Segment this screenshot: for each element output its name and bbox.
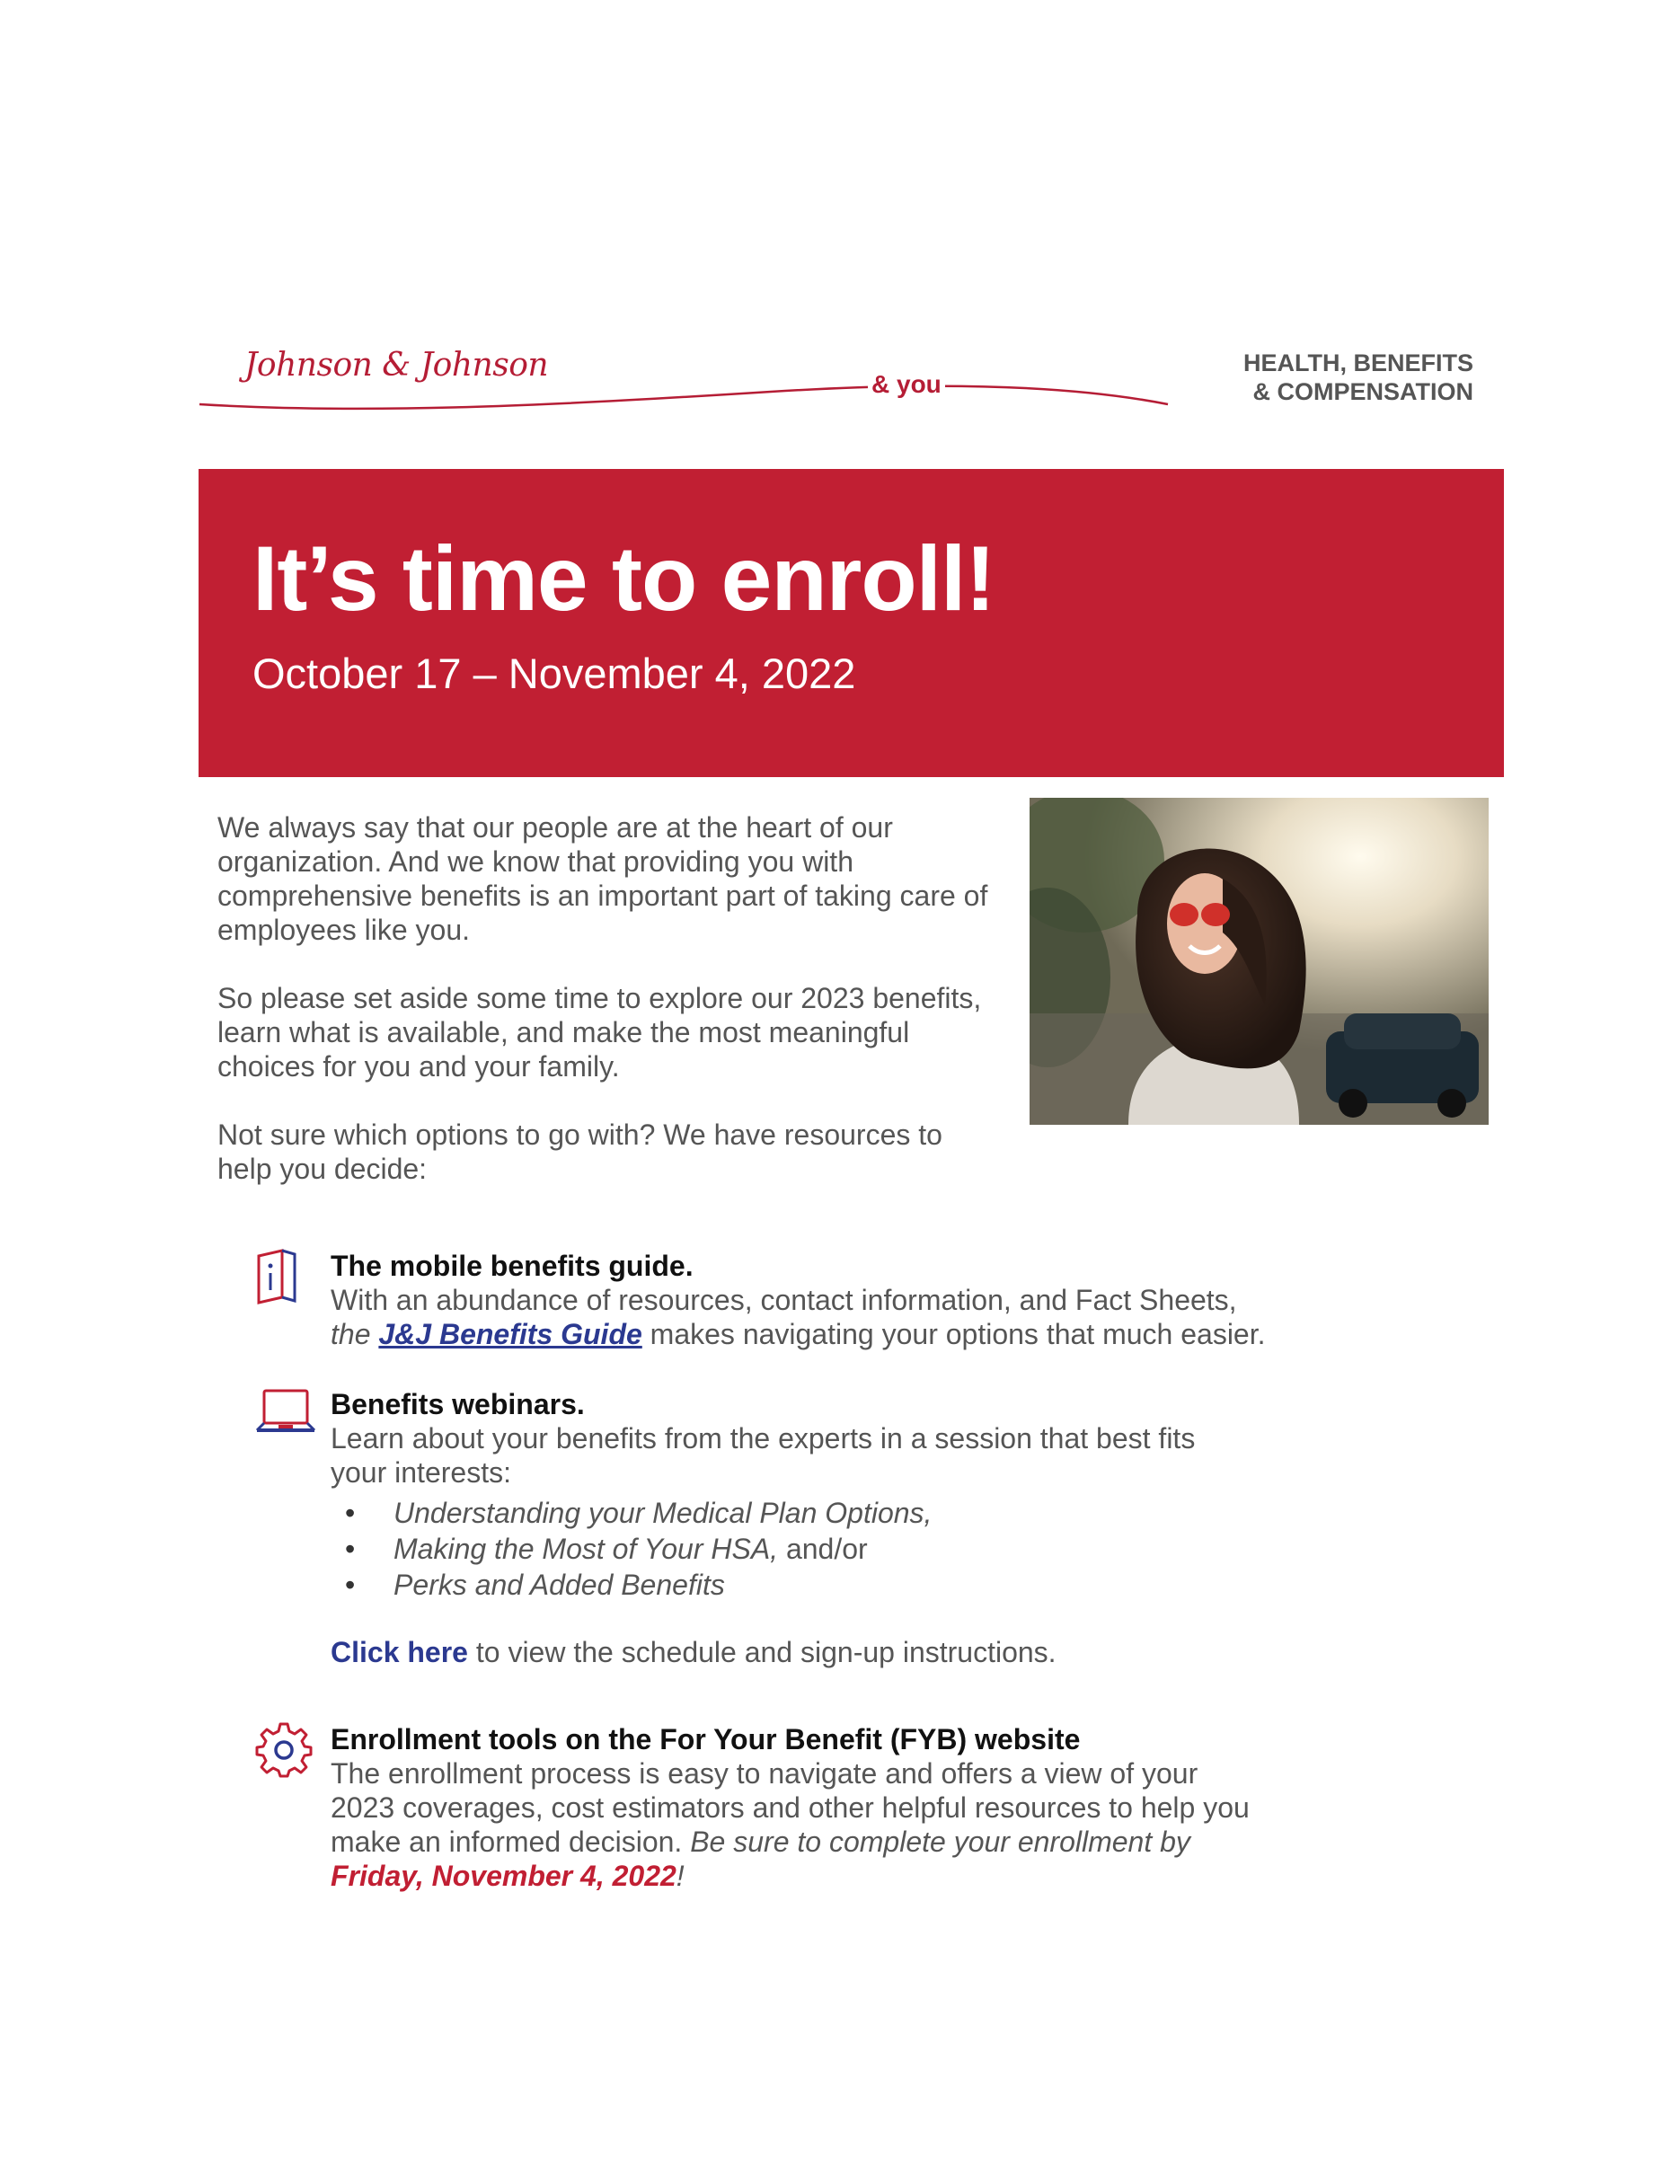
click-here-text: to view the schedule and sign-up instructions.	[467, 1636, 1057, 1668]
benefits-guide-link[interactable]: J&J Benefits Guide	[378, 1318, 642, 1350]
guide-title: The mobile benefits guide.	[331, 1250, 694, 1282]
banner-dates: October 17 – November 4, 2022	[252, 650, 856, 697]
resource-webinars	[255, 1387, 1288, 1693]
smiling-woman-photo	[1030, 798, 1489, 1125]
intro-paragraph-1: We always say that our people are at the heart of our organization. And we know that providing you with comprehensive benefits is an important part of taking care of employees like you.	[217, 811, 988, 946]
guide-text-after: makes navigating your options that much easier.	[641, 1318, 1266, 1350]
intro-paragraph-2: So please set aside some time to explore our 2023 benefits, learn what is available, and make the most meaningful choices for you and your family.	[217, 982, 982, 1083]
tools-end: !	[676, 1860, 685, 1892]
webinar-topics-list	[331, 1495, 1247, 1603]
guide-the-word: the	[331, 1318, 379, 1350]
guide-text: With an abundance of resources, contact information, and Fact Sheets,	[331, 1284, 1237, 1316]
brand-logo	[196, 341, 1184, 431]
enroll-banner	[199, 469, 1504, 777]
webinars-text: Learn about your benefits from the experts in a session that best fits your interests:	[331, 1422, 1196, 1489]
brand-suffix: & you	[868, 370, 945, 399]
click-here-link[interactable]: Click here	[331, 1636, 468, 1668]
tools-text: The enrollment process is easy to navigate and offers a view of your 2023 coverages, cost estimators and other helpful resources to help you make an informed decision.	[331, 1757, 1250, 1858]
laptop-icon	[255, 1387, 318, 1437]
guide-body	[331, 1249, 1301, 1351]
intro-text	[217, 810, 1008, 1220]
division-label	[1243, 349, 1473, 406]
brand-name: Johnson & Johnson	[244, 347, 549, 384]
enrollment-deadline: Friday, November 4, 2022	[331, 1860, 676, 1892]
division-line1: HEALTH, BENEFITS	[1243, 349, 1473, 376]
webinar-topic: • Perks and Added Benefits	[393, 1567, 1247, 1603]
banner-title: It’s time to enroll!	[252, 527, 995, 630]
webinar-topic: • Understanding your Medical Plan Options,	[393, 1495, 1247, 1531]
webinar-topic: • Making the Most of Your HSA, and/or	[393, 1531, 1247, 1567]
info-booklet-icon	[255, 1249, 300, 1304]
intro-paragraph-3: Not sure which options to go with? We have resources to help you decide:	[217, 1119, 942, 1185]
webinars-title: Benefits webinars.	[331, 1388, 585, 1420]
tools-body	[331, 1722, 1265, 1893]
tools-title: Enrollment tools on the For Your Benefit (FYB) website	[331, 1723, 1081, 1755]
division-line2: & COMPENSATION	[1252, 378, 1473, 405]
webinars-body	[331, 1387, 1247, 1669]
tools-italic-text: Be sure to complete your enrollment by	[690, 1826, 1190, 1858]
resource-enrollment-tools	[255, 1722, 1288, 1902]
resource-benefits-guide	[255, 1249, 1288, 1366]
gear-icon	[255, 1720, 313, 1778]
